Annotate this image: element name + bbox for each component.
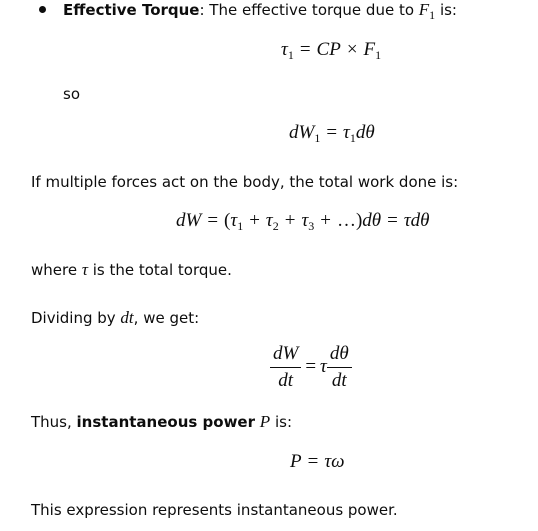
so-text: so <box>63 85 80 103</box>
effective-torque-desc: : The effective torque due to <box>199 1 419 19</box>
multiple-forces-text: If multiple forces act on the body, the total work done is: <box>31 173 459 191</box>
dividing-text: Dividing by dt, we get: <box>31 308 200 327</box>
instantaneous-power-term: instantaneous power <box>76 413 256 431</box>
dtheta-dt-fraction: $\frac{d\theta}{dt}$ <box>327 342 352 393</box>
torque-equation: $\tau_1$ = CP × $F_1$ <box>281 39 382 62</box>
dw-dt-fraction: $\frac{dW}{dt}$ <box>270 342 301 393</box>
dt-symbol: dt <box>120 308 134 327</box>
effective-torque-ending: is: <box>435 1 457 19</box>
total-work-equation: dW = ($\tau_1 + \tau_2 + \tau_3$ + …)dθ = τdθ <box>176 210 430 233</box>
thus-text: Thus, instantaneous power P is: <box>31 412 292 431</box>
power-equation: P = τω <box>290 451 345 472</box>
effective-torque-line <box>63 0 457 20</box>
power-symbol: P <box>259 412 271 431</box>
conclusion-text: This expression represents instantaneous power. <box>31 501 398 519</box>
where-text: where τ is the total torque. <box>31 260 232 279</box>
effective-torque-term: Effective Torque <box>63 1 200 19</box>
tau-symbol: τ <box>81 260 88 279</box>
force-symbol: $F_1$ <box>418 0 436 22</box>
bullet-point <box>39 6 46 13</box>
power-derivative-equation: $\frac{dW}{dt}$ = τ $\frac{d\theta}{dt}$ <box>270 342 352 393</box>
work-equation: $dW_1 = \tau_1d\theta$ <box>289 122 375 145</box>
